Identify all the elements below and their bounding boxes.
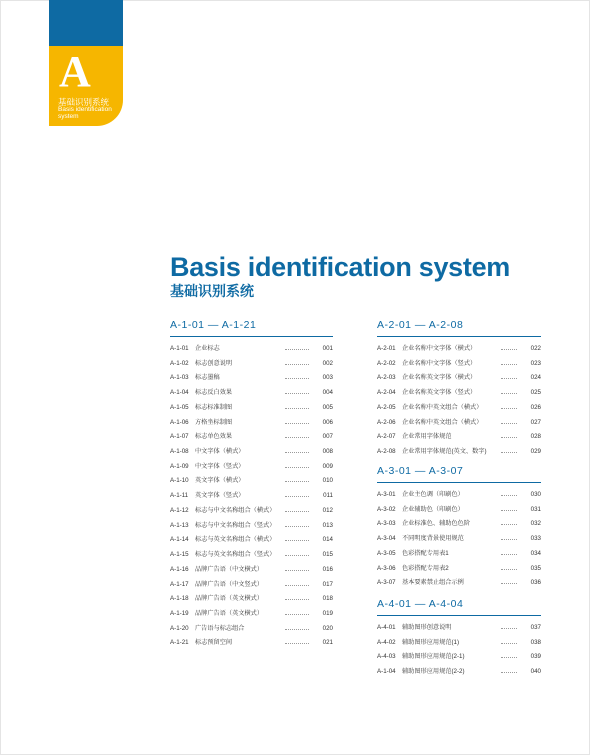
toc-leader-line [501,393,517,394]
toc-entry-code: A-1-01 [170,345,189,352]
toc-entry[interactable] [170,636,333,651]
toc-entry[interactable] [170,430,333,445]
toc-entry-page: 032 [530,520,541,528]
toc-entry-code: A-2-06 [377,418,396,426]
toc-entry-page: 034 [530,549,541,557]
toc-entry-title: 品牌广告语（英文横式） [195,609,264,617]
toc-section-a2 [377,318,541,460]
toc-list [377,488,541,591]
toc-leader-line [501,628,517,629]
toc-entry-page: 037 [530,624,541,631]
toc-entry-title: 中文字体（竖式） [195,462,245,470]
toc-entry[interactable] [377,371,541,386]
toc-leader-line [285,599,309,600]
toc-entry-title: 不同明度背景使用规范 [402,535,464,543]
toc-leader-line [285,437,309,438]
toc-leader-line [285,467,309,468]
toc-entry-page: 031 [530,505,541,513]
toc-entry-code: A-1-15 [170,551,189,559]
toc-leader-line [501,643,517,644]
toc-entry-page: 006 [322,418,333,426]
toc-entry-code: A-2-04 [377,389,396,397]
toc-leader-line [501,349,517,350]
toc-leader-line [501,510,517,511]
toc-entry-code: A-4-02 [377,638,396,646]
toc-entry-title: 标志与中文名称组合（横式） [195,506,276,514]
toc-leader-line [285,452,309,453]
toc-entry[interactable] [170,519,333,534]
toc-entry[interactable] [377,547,541,562]
toc-entry-page: 003 [322,374,333,382]
toc-section-a3 [377,464,541,591]
chapter-tab-top [49,0,123,46]
toc-entry[interactable] [377,517,541,532]
toc-section-header: A-2-01 — A-2-08 [377,319,464,331]
toc-entry-code: A-1-16 [170,565,189,573]
toc-entry[interactable] [377,636,541,651]
toc-entry[interactable] [377,532,541,547]
toc-leader-line [285,540,309,541]
toc-entry[interactable] [377,503,541,518]
toc-entry-code: A-1-04 [377,668,396,676]
toc-entry[interactable] [377,430,541,445]
toc-entry[interactable] [170,445,333,460]
toc-entry-code: A-1-04 [170,389,189,397]
toc-entry-title: 企业名称中文字体（横式） [402,345,477,352]
toc-leader-line [501,569,517,570]
toc-entry[interactable] [170,622,333,637]
toc-entry-page: 019 [322,609,333,617]
section-divider [377,482,541,483]
toc-entry[interactable] [170,533,333,548]
toc-entry-title: 广告语与标志组合 [195,624,245,632]
toc-entry-code: A-1-19 [170,609,189,617]
toc-leader-line [285,629,309,630]
toc-entry-page: 026 [530,403,541,411]
toc-entry-page: 004 [322,389,333,397]
toc-entry-title: 企业辅助色（印刷色） [402,505,464,513]
toc-entry[interactable] [170,563,333,578]
toc-entry-page: 007 [322,433,333,441]
page-subtitle: 基础识别系统 [170,283,254,299]
chapter-title-cn: 基础识别系统 [58,97,110,107]
toc-entry-title: 标志标准制图 [195,403,233,411]
toc-entry-title: 标志与英文名称组合（竖式） [195,551,276,559]
toc-leader-line [285,526,309,527]
toc-entry-code: A-1-18 [170,595,189,603]
toc-entry-code: A-1-07 [170,433,189,441]
toc-entry[interactable] [377,488,541,503]
toc-leader-line [285,614,309,615]
toc-entry[interactable] [377,665,541,680]
toc-leader-line [501,408,517,409]
toc-leader-line [501,554,517,555]
toc-entry-code: A-3-05 [377,549,396,557]
toc-leader-line [501,583,517,584]
toc-entry[interactable] [377,416,541,431]
toc-leader-line [285,585,309,586]
toc-entry[interactable] [377,401,541,416]
toc-section-header: A-4-01 — A-4-04 [377,598,464,610]
toc-entry[interactable] [377,562,541,577]
toc-list [377,621,541,680]
toc-leader-line [501,423,517,424]
toc-entry-code: A-1-12 [170,506,189,514]
toc-leader-line [285,378,309,379]
toc-entry[interactable] [170,504,333,519]
toc-entry-code: A-1-06 [170,418,189,426]
toc-entry-code: A-1-03 [170,374,189,382]
toc-entry-title: 标志反白效果 [195,389,233,397]
toc-entry-title: 标志创意说明 [195,359,233,367]
toc-entry-code: A-1-14 [170,536,189,544]
toc-entry-page: 035 [530,564,541,572]
toc-entry-code: A-1-05 [170,403,189,411]
toc-entry-page: 013 [322,521,333,529]
toc-entry-code: A-1-21 [170,639,189,647]
toc-leader-line [501,657,517,658]
toc-entry-code: A-1-11 [170,492,189,500]
toc-leader-line [501,539,517,540]
toc-entry-code: A-1-10 [170,477,189,485]
toc-entry[interactable] [170,371,333,386]
toc-entry-title: 中文字体（横式） [195,448,245,456]
toc-section-header: A-3-01 — A-3-07 [377,465,464,477]
toc-entry-code: A-1-09 [170,462,189,470]
toc-entry[interactable] [170,416,333,431]
toc-entry-code: A-2-08 [377,448,396,456]
toc-list [170,342,333,651]
toc-leader-line [285,481,309,482]
section-divider [377,615,541,616]
toc-leader-line [285,511,309,512]
toc-entry-title: 标志与中文名称组合（竖式） [195,521,276,529]
toc-entry[interactable] [377,621,541,636]
toc-leader-line [285,496,309,497]
page-title: Basis identification system [170,252,511,282]
toc-leader-line [285,408,309,409]
toc-entry[interactable] [170,401,333,416]
toc-section-a4 [377,597,541,680]
toc-leader-line [285,570,309,571]
toc-entry-page: 033 [530,535,541,543]
toc-section-a1 [170,318,333,651]
toc-entry[interactable] [170,460,333,475]
toc-entry-code: A-1-17 [170,580,189,588]
toc-entry-code: A-3-02 [377,505,396,513]
toc-entry-code: A-2-01 [377,345,396,352]
toc-entry-page: 025 [530,389,541,397]
toc-entry-page: 029 [530,448,541,456]
toc-entry[interactable] [377,576,541,591]
toc-leader-line [501,452,517,453]
toc-entry-page: 027 [530,418,541,426]
toc-entry-page: 022 [530,345,541,352]
toc-leader-line [285,349,309,350]
toc-entry-code: A-1-20 [170,624,189,632]
toc-entry[interactable] [170,357,333,372]
toc-entry-title: 方格坐标制图 [195,418,233,426]
toc-entry-title: 英文字体（横式） [195,477,245,485]
toc-entry-page: 023 [530,359,541,367]
toc-entry-title: 企业主色调（印刷色） [402,491,464,498]
toc-entry[interactable] [170,592,333,607]
chapter-tab [49,46,123,126]
toc-entry-page: 028 [530,433,541,441]
toc-entry-page: 005 [322,403,333,411]
toc-entry-title: 辅助图形应用规范(1) [402,638,460,646]
toc-entry-code: A-4-01 [377,624,396,631]
toc-entry-title: 企业名称中文字体（竖式） [402,359,477,367]
toc-entry-title: 企业常用字体规范(英文、数字) [402,448,487,456]
toc-entry-code: A-2-03 [377,374,396,382]
toc-entry-page: 021 [322,639,333,647]
toc-entry-page: 015 [322,551,333,559]
toc-entry[interactable] [170,342,333,357]
toc-entry-title: 品牌广告语（中文竖式） [195,580,264,588]
toc-entry-title: 色彩搭配专用表1 [402,549,449,557]
toc-entry-title: 品牌广告语（英文横式） [195,595,264,603]
toc-entry[interactable] [170,548,333,563]
toc-entry-page: 040 [530,668,541,676]
toc-leader-line [501,378,517,379]
toc-entry-code: A-3-04 [377,535,396,543]
chapter-letter: A [59,47,91,96]
toc-leader-line [285,555,309,556]
toc-leader-line [285,643,309,644]
toc-entry-code: A-3-01 [377,491,396,498]
toc-entry[interactable] [377,445,541,460]
toc-entry-title: 辅助图形应用规范(2-1) [402,653,465,661]
toc-entry[interactable] [377,650,541,665]
toc-entry-page: 017 [322,580,333,588]
toc-entry-title: 企业名称中英文组合（横式） [402,403,483,411]
toc-leader-line [285,423,309,424]
toc-entry-page: 011 [323,492,333,500]
toc-entry-page: 012 [322,506,333,514]
toc-entry-title: 企业标志 [195,345,220,352]
toc-entry[interactable] [170,578,333,593]
toc-entry-title: 基本要素禁止组合示例 [402,579,464,587]
toc-entry-page: 024 [530,374,541,382]
toc-entry-title: 企业名称中英文组合（横式） [402,418,483,426]
toc-entry-page: 002 [322,359,333,367]
toc-entry-code: A-3-06 [377,564,396,572]
toc-entry-page: 018 [322,595,333,603]
section-divider [377,336,541,337]
toc-leader-line [501,364,517,365]
toc-entry[interactable] [170,386,333,401]
toc-entry-page: 001 [322,345,333,352]
toc-entry[interactable] [377,342,541,357]
toc-entry-title: 企业名称英文字体（横式） [402,374,477,382]
toc-entry-page: 014 [322,536,333,544]
toc-entry-page: 036 [530,579,541,587]
toc-entry-code: A-4-03 [377,653,396,661]
toc-entry[interactable] [170,607,333,622]
toc-entry-code: A-1-08 [170,448,189,456]
toc-entry-title: 辅助图形创意说明 [402,624,452,631]
toc-entry[interactable] [377,386,541,401]
toc-entry-title: 品牌广告语（中文横式） [195,565,264,573]
toc-entry[interactable] [170,489,333,504]
toc-leader-line [285,364,309,365]
toc-entry-page: 009 [322,462,333,470]
toc-entry-code: A-1-13 [170,521,189,529]
toc-entry-title: 色彩搭配专用表2 [402,564,449,572]
toc-entry-code: A-3-03 [377,520,396,528]
toc-entry-page: 020 [322,624,333,632]
toc-entry-code: A-3-07 [377,579,396,587]
toc-entry-page: 039 [530,653,541,661]
toc-leader-line [285,393,309,394]
toc-entry-page: 030 [530,491,541,498]
toc-entry[interactable] [170,474,333,489]
toc-list [377,342,541,460]
toc-entry-title: 企业常用字体规范 [402,433,452,441]
toc-entry-code: A-2-07 [377,433,396,441]
toc-leader-line [501,495,517,496]
toc-entry-title: 标志与英文名称组合（横式） [195,536,276,544]
toc-entry-title: 标志单色效果 [195,433,233,441]
toc-entry-title: 企业名称英文字体（竖式） [402,389,477,397]
toc-entry[interactable] [377,357,541,372]
toc-entry-title: 英文字体（竖式） [195,492,245,500]
toc-entry-code: A-1-02 [170,359,189,367]
section-divider [170,336,333,337]
toc-entry-title: 辅助图形应用规范(2-2) [402,668,465,676]
toc-entry-code: A-2-02 [377,359,396,367]
toc-leader-line [501,672,517,673]
chapter-title-en: Basis identification system [58,106,112,120]
toc-entry-page: 010 [322,477,333,485]
toc-entry-page: 008 [322,448,333,456]
toc-entry-page: 038 [530,638,541,646]
toc-entry-title: 企业标准色、辅助色色阶 [402,520,471,528]
toc-section-header: A-1-01 — A-1-21 [170,319,257,331]
toc-leader-line [501,437,517,438]
toc-leader-line [501,524,517,525]
toc-entry-page: 016 [322,565,333,573]
toc-entry-title: 标志预留空间 [195,639,233,647]
toc-entry-title: 标志墨稿 [195,374,220,382]
toc-entry-code: A-2-05 [377,403,396,411]
